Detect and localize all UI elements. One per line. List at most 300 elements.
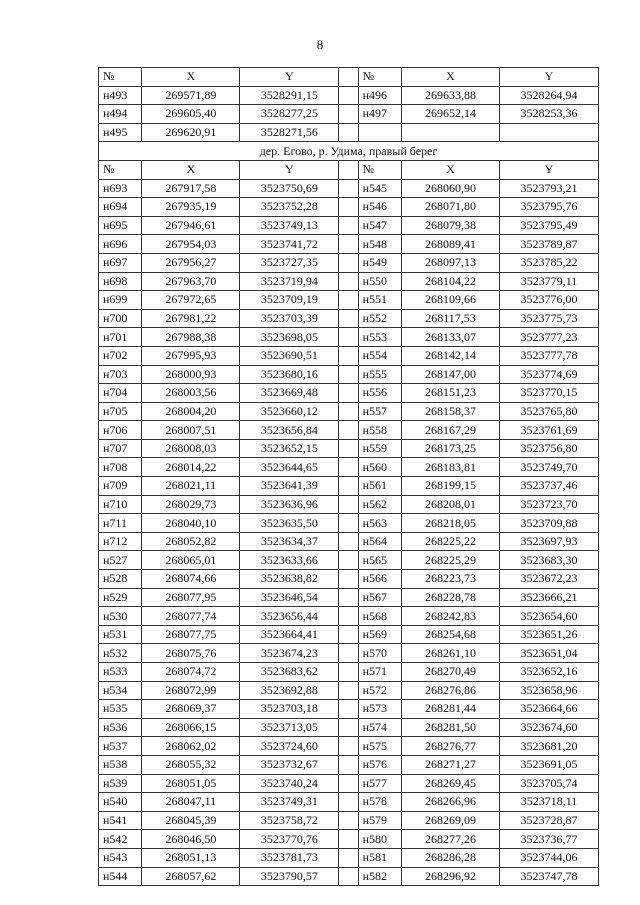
point-id: н571 <box>358 663 401 682</box>
coord-x: 268071,80 <box>401 198 499 217</box>
coord-x: 268276,77 <box>401 737 499 756</box>
coord-x: 268003,56 <box>142 384 240 403</box>
coord-y: 3523638,82 <box>240 570 339 589</box>
coord-y: 3523732,67 <box>240 755 339 774</box>
point-id: н547 <box>358 216 401 235</box>
table-row <box>99 830 599 849</box>
point-id: н551 <box>358 291 401 310</box>
point-id: н575 <box>358 737 401 756</box>
coord-y: 3523664,66 <box>499 700 598 719</box>
coord-y: 3523750,69 <box>240 179 339 198</box>
coord-x: 268173,25 <box>401 439 499 458</box>
coord-y: 3523683,30 <box>499 551 598 570</box>
coord-y: 3523698,05 <box>240 328 339 347</box>
point-id: н701 <box>99 328 142 347</box>
coord-x: 268199,15 <box>401 477 499 496</box>
table-row <box>99 105 599 124</box>
coord-x: 268074,66 <box>142 570 240 589</box>
point-id: н698 <box>99 272 142 291</box>
coord-x: 268060,90 <box>401 179 499 198</box>
coord-y: 3523651,04 <box>499 644 598 663</box>
point-id: н530 <box>99 607 142 626</box>
point-id: н545 <box>358 179 401 198</box>
coord-y: 3523795,49 <box>499 216 598 235</box>
coord-y: 3523723,70 <box>499 495 598 514</box>
column-gap <box>339 495 358 514</box>
coord-y: 3523692,88 <box>240 681 339 700</box>
table-row <box>99 216 599 235</box>
table-row <box>99 588 599 607</box>
column-gap <box>339 755 358 774</box>
column-gap <box>339 570 358 589</box>
column-gap <box>339 328 358 347</box>
table-row <box>99 793 599 812</box>
table-row <box>99 328 599 347</box>
point-id: н574 <box>358 718 401 737</box>
coord-x: 268225,22 <box>401 532 499 551</box>
coord-x: 268142,14 <box>401 346 499 365</box>
column-gap <box>339 793 358 812</box>
table-row <box>99 737 599 756</box>
header-row <box>99 160 599 179</box>
coord-x: 267956,27 <box>142 253 240 272</box>
coord-x: 268097,13 <box>401 253 499 272</box>
column-gap <box>339 439 358 458</box>
coord-y: 3523713,05 <box>240 718 339 737</box>
coord-y: 3523761,69 <box>499 421 598 440</box>
table-row <box>99 514 599 533</box>
section-title-row <box>99 142 599 161</box>
coord-y: 3523749,13 <box>240 216 339 235</box>
table-row <box>99 644 599 663</box>
coord-y: 3523633,66 <box>240 551 339 570</box>
point-id: н556 <box>358 384 401 403</box>
point-id: н705 <box>99 402 142 421</box>
point-id: н543 <box>99 848 142 867</box>
point-id: н569 <box>358 625 401 644</box>
coord-x: 269605,40 <box>142 105 240 124</box>
coord-y: 3523646,54 <box>240 588 339 607</box>
coord-x: 268276,86 <box>401 681 499 700</box>
coord-y: 3523683,62 <box>240 663 339 682</box>
point-id: н579 <box>358 811 401 830</box>
coord-x: 268075,76 <box>142 644 240 663</box>
coord-x: 268077,95 <box>142 588 240 607</box>
point-id: н580 <box>358 830 401 849</box>
column-gap <box>339 700 358 719</box>
coord-x: 268089,41 <box>401 235 499 254</box>
coord-x: 268052,82 <box>142 532 240 551</box>
column-header: X <box>142 68 240 87</box>
point-id: н564 <box>358 532 401 551</box>
coord-x: 269652,14 <box>401 105 499 124</box>
coord-x: 268077,74 <box>142 607 240 626</box>
table-row <box>99 421 599 440</box>
coord-y: 3523747,78 <box>499 867 598 886</box>
column-gap <box>339 291 358 310</box>
coord-y: 3523765,80 <box>499 402 598 421</box>
point-id: н710 <box>99 495 142 514</box>
table-row <box>99 551 599 570</box>
point-id: н561 <box>358 477 401 496</box>
table-row <box>99 700 599 719</box>
column-header: № <box>99 160 142 179</box>
column-gap <box>339 365 358 384</box>
coord-x: 268072,99 <box>142 681 240 700</box>
coord-y: 3523709,19 <box>240 291 339 310</box>
coord-x: 268051,13 <box>142 848 240 867</box>
point-id: н550 <box>358 272 401 291</box>
coord-x: 268147,00 <box>401 365 499 384</box>
column-gap <box>339 179 358 198</box>
coord-x: 268007,51 <box>142 421 240 440</box>
table-row <box>99 402 599 421</box>
header-row <box>99 68 599 87</box>
point-id: н493 <box>99 86 142 105</box>
point-id: н700 <box>99 309 142 328</box>
coord-x: 268062,02 <box>142 737 240 756</box>
coord-y: 3523727,35 <box>240 253 339 272</box>
point-id: н540 <box>99 793 142 812</box>
column-gap <box>339 830 358 849</box>
coord-y: 3523789,87 <box>499 235 598 254</box>
coord-x: 268281,50 <box>401 718 499 737</box>
column-gap <box>339 421 358 440</box>
coord-x: 267935,19 <box>142 198 240 217</box>
column-gap <box>339 625 358 644</box>
coord-x: 267981,22 <box>142 309 240 328</box>
coord-y: 3523793,21 <box>499 179 598 198</box>
coord-y: 3523795,76 <box>499 198 598 217</box>
column-gap <box>339 867 358 886</box>
point-id: н693 <box>99 179 142 198</box>
coord-x: 268270,49 <box>401 663 499 682</box>
column-gap <box>339 160 358 179</box>
table-row <box>99 477 599 496</box>
point-id: н576 <box>358 755 401 774</box>
point-id: н568 <box>358 607 401 626</box>
column-gap <box>339 811 358 830</box>
point-id: н565 <box>358 551 401 570</box>
coord-y: 3523770,15 <box>499 384 598 403</box>
coord-y: 3523785,22 <box>499 253 598 272</box>
column-header: X <box>401 160 499 179</box>
coord-x: 268057,62 <box>142 867 240 886</box>
coord-y: 3523724,60 <box>240 737 339 756</box>
coord-y: 3523703,39 <box>240 309 339 328</box>
column-gap <box>339 663 358 682</box>
point-id: н577 <box>358 774 401 793</box>
coord-x: 268269,09 <box>401 811 499 830</box>
coord-x: 268286,28 <box>401 848 499 867</box>
column-gap <box>339 309 358 328</box>
column-header: Y <box>499 68 598 87</box>
coord-x: 267995,93 <box>142 346 240 365</box>
coord-x: 267954,03 <box>142 235 240 254</box>
coord-x: 267972,65 <box>142 291 240 310</box>
column-header: № <box>358 160 401 179</box>
point-id: н534 <box>99 681 142 700</box>
coord-x: 268266,96 <box>401 793 499 812</box>
column-header: Y <box>240 160 339 179</box>
column-gap <box>339 774 358 793</box>
point-id: н695 <box>99 216 142 235</box>
point-id: н496 <box>358 86 401 105</box>
point-id <box>358 123 401 142</box>
coord-x: 268223,73 <box>401 570 499 589</box>
column-gap <box>339 216 358 235</box>
table-row <box>99 774 599 793</box>
coord-y: 3523705,74 <box>499 774 598 793</box>
column-gap <box>339 86 358 105</box>
point-id: н542 <box>99 830 142 849</box>
coord-y: 3523774,69 <box>499 365 598 384</box>
coord-y: 3523674,60 <box>499 718 598 737</box>
column-gap <box>339 681 358 700</box>
table-row <box>99 495 599 514</box>
coord-y: 3523652,15 <box>240 439 339 458</box>
point-id: н570 <box>358 644 401 663</box>
point-id: н699 <box>99 291 142 310</box>
coord-x: 268133,07 <box>401 328 499 347</box>
table-row <box>99 309 599 328</box>
point-id: н572 <box>358 681 401 700</box>
column-gap <box>339 105 358 124</box>
coord-y: 3523718,11 <box>499 793 598 812</box>
point-id: н694 <box>99 198 142 217</box>
point-id: н497 <box>358 105 401 124</box>
coord-x: 268225,29 <box>401 551 499 570</box>
coord-x: 268109,66 <box>401 291 499 310</box>
coord-x: 269571,89 <box>142 86 240 105</box>
point-id: н707 <box>99 439 142 458</box>
column-gap <box>339 458 358 477</box>
coord-x: 268271,27 <box>401 755 499 774</box>
point-id: н563 <box>358 514 401 533</box>
column-gap <box>339 253 358 272</box>
coord-x: 268045,39 <box>142 811 240 830</box>
point-id: н548 <box>358 235 401 254</box>
section-title: дер. Егово, р. Удима, правый берег <box>99 142 599 161</box>
coord-x: 268014,22 <box>142 458 240 477</box>
coord-y: 3523635,50 <box>240 514 339 533</box>
column-gap <box>339 588 358 607</box>
point-id: н711 <box>99 514 142 533</box>
coord-x: 268000,93 <box>142 365 240 384</box>
column-header: № <box>358 68 401 87</box>
coord-y: 3523669,48 <box>240 384 339 403</box>
coord-y: 3523644,65 <box>240 458 339 477</box>
coord-y: 3523641,39 <box>240 477 339 496</box>
point-id: н536 <box>99 718 142 737</box>
column-gap <box>339 235 358 254</box>
column-gap <box>339 718 358 737</box>
coord-x: 268066,15 <box>142 718 240 737</box>
column-gap <box>339 477 358 496</box>
coord-y: 3523770,76 <box>240 830 339 849</box>
column-gap <box>339 402 358 421</box>
point-id: н552 <box>358 309 401 328</box>
coord-y: 3523737,46 <box>499 477 598 496</box>
table-row <box>99 718 599 737</box>
point-id: н704 <box>99 384 142 403</box>
coord-y: 3523776,00 <box>499 291 598 310</box>
coord-y: 3523752,28 <box>240 198 339 217</box>
coord-x <box>401 123 499 142</box>
point-id: н573 <box>358 700 401 719</box>
point-id: н560 <box>358 458 401 477</box>
coord-y: 3528264,94 <box>499 86 598 105</box>
coordinates-table <box>98 67 599 886</box>
point-id: н554 <box>358 346 401 365</box>
point-id: н697 <box>99 253 142 272</box>
coord-x: 268029,73 <box>142 495 240 514</box>
table-row <box>99 625 599 644</box>
coord-x: 267963,70 <box>142 272 240 291</box>
table-row <box>99 198 599 217</box>
coord-y: 3523656,84 <box>240 421 339 440</box>
point-id: н709 <box>99 477 142 496</box>
coord-x: 268047,11 <box>142 793 240 812</box>
point-id: н582 <box>358 867 401 886</box>
column-gap <box>339 848 358 867</box>
table-row <box>99 291 599 310</box>
coord-y: 3523680,16 <box>240 365 339 384</box>
coord-x: 268079,38 <box>401 216 499 235</box>
coord-y: 3523651,26 <box>499 625 598 644</box>
table-row <box>99 607 599 626</box>
coord-y: 3523660,12 <box>240 402 339 421</box>
point-id: н706 <box>99 421 142 440</box>
coord-y: 3523744,06 <box>499 848 598 867</box>
page-number: 8 <box>316 37 324 52</box>
coord-x: 268183,81 <box>401 458 499 477</box>
coord-x: 268242,83 <box>401 607 499 626</box>
point-id: н696 <box>99 235 142 254</box>
point-id: н559 <box>358 439 401 458</box>
coord-y: 3523777,78 <box>499 346 598 365</box>
coord-y: 3523781,73 <box>240 848 339 867</box>
coord-y: 3528277,25 <box>240 105 339 124</box>
column-header: X <box>142 160 240 179</box>
table-row <box>99 86 599 105</box>
coord-x: 268046,50 <box>142 830 240 849</box>
coord-x: 268269,45 <box>401 774 499 793</box>
column-gap <box>339 68 358 87</box>
coord-x: 269633,88 <box>401 86 499 105</box>
table-row <box>99 384 599 403</box>
point-id: н553 <box>358 328 401 347</box>
table-row <box>99 570 599 589</box>
coord-y: 3523674,23 <box>240 644 339 663</box>
point-id: н555 <box>358 365 401 384</box>
table-row <box>99 867 599 886</box>
coord-x: 268151,23 <box>401 384 499 403</box>
column-header: X <box>401 68 499 87</box>
coord-x: 267946,61 <box>142 216 240 235</box>
point-id: н712 <box>99 532 142 551</box>
table-row <box>99 123 599 142</box>
coord-y: 3523656,44 <box>240 607 339 626</box>
coord-x: 268208,01 <box>401 495 499 514</box>
coord-x: 268104,22 <box>401 272 499 291</box>
column-gap <box>339 514 358 533</box>
point-id: н539 <box>99 774 142 793</box>
coord-x: 269620,91 <box>142 123 240 142</box>
coord-x: 268117,53 <box>401 309 499 328</box>
coord-y: 3523636,96 <box>240 495 339 514</box>
point-id: н538 <box>99 755 142 774</box>
coord-x: 268077,75 <box>142 625 240 644</box>
point-id: н557 <box>358 402 401 421</box>
coord-y: 3523697,93 <box>499 532 598 551</box>
column-gap <box>339 123 358 142</box>
coord-x: 268167,29 <box>401 421 499 440</box>
coord-x: 268004,20 <box>142 402 240 421</box>
point-id: н549 <box>358 253 401 272</box>
coord-x: 268074,72 <box>142 663 240 682</box>
point-id: н529 <box>99 588 142 607</box>
table-row <box>99 681 599 700</box>
coord-y: 3523736,77 <box>499 830 598 849</box>
point-id: н537 <box>99 737 142 756</box>
table-row <box>99 272 599 291</box>
coord-y: 3523652,16 <box>499 663 598 682</box>
coord-y: 3523728,87 <box>499 811 598 830</box>
table-row <box>99 663 599 682</box>
point-id: н531 <box>99 625 142 644</box>
coord-x: 268254,68 <box>401 625 499 644</box>
point-id: н578 <box>358 793 401 812</box>
point-id: н535 <box>99 700 142 719</box>
table-row <box>99 532 599 551</box>
column-gap <box>339 384 358 403</box>
point-id: н533 <box>99 663 142 682</box>
coord-x: 268065,01 <box>142 551 240 570</box>
table-row <box>99 235 599 254</box>
coord-x: 268218,05 <box>401 514 499 533</box>
coord-y: 3523691,05 <box>499 755 598 774</box>
coord-y: 3523654,60 <box>499 607 598 626</box>
column-gap <box>339 551 358 570</box>
coord-y: 3523779,11 <box>499 272 598 291</box>
coord-y: 3523672,23 <box>499 570 598 589</box>
coord-x: 267988,38 <box>142 328 240 347</box>
table-row <box>99 458 599 477</box>
point-id: н494 <box>99 105 142 124</box>
column-gap <box>339 644 358 663</box>
coord-y: 3523709,88 <box>499 514 598 533</box>
coord-y: 3523790,57 <box>240 867 339 886</box>
coord-x: 268261,10 <box>401 644 499 663</box>
coord-y: 3523666,21 <box>499 588 598 607</box>
table-row <box>99 439 599 458</box>
table-row <box>99 253 599 272</box>
column-gap <box>339 532 358 551</box>
column-gap <box>339 198 358 217</box>
coord-y: 3523740,24 <box>240 774 339 793</box>
point-id: н703 <box>99 365 142 384</box>
point-id: н702 <box>99 346 142 365</box>
point-id: н541 <box>99 811 142 830</box>
coord-x: 268228,78 <box>401 588 499 607</box>
coord-y: 3523658,96 <box>499 681 598 700</box>
point-id: н581 <box>358 848 401 867</box>
table-row <box>99 179 599 198</box>
table-row <box>99 848 599 867</box>
point-id: н544 <box>99 867 142 886</box>
table-row <box>99 365 599 384</box>
